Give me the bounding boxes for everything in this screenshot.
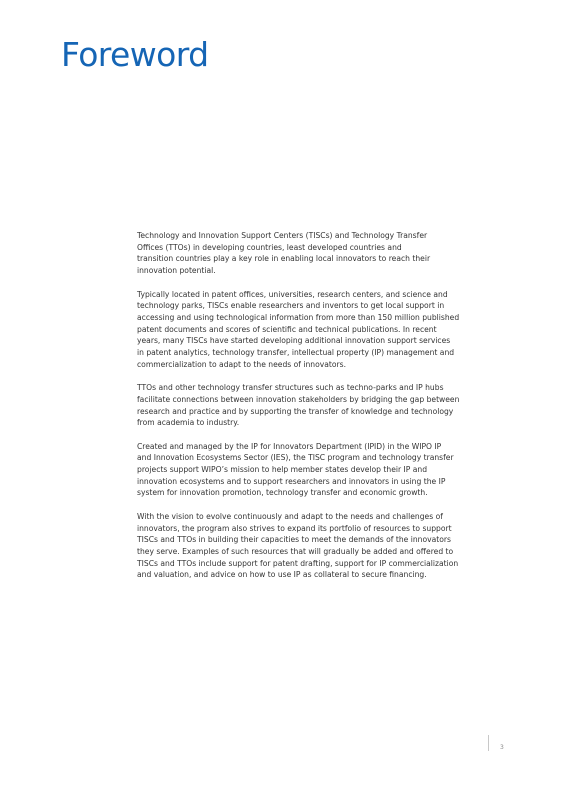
paragraph-line: and valuation, and advice on how to use IP as collateral to secure financing. bbox=[137, 570, 427, 580]
paragraph-line: With the vision to evolve continuously and adapt to the needs and challenges of bbox=[137, 511, 443, 521]
page-title: Foreword bbox=[61, 35, 209, 74]
paragraph-5 bbox=[137, 511, 472, 581]
paragraph-4 bbox=[137, 441, 472, 500]
paragraph-line: from academia to industry. bbox=[137, 418, 240, 428]
foreword-body bbox=[137, 230, 472, 593]
paragraph-line: technology parks, TISCs enable researchers and inventors to get local support in bbox=[137, 301, 445, 311]
paragraph-line: commercialization to adapt to the needs of innovators. bbox=[137, 359, 347, 369]
page-number: 3 bbox=[500, 744, 504, 751]
paragraph-line: TISCs and TTOs include support for patent drafting, support for IP commercialization bbox=[137, 558, 459, 568]
paragraph-line: transition countries play a key role in enabling local innovators to reach their bbox=[137, 254, 431, 264]
paragraph-line: innovators, the program also strives to expand its portfolio of resources to support bbox=[137, 523, 452, 533]
paragraph-line: Technology and Innovation Support Centers (TISCs) and Technology Transfer bbox=[137, 231, 428, 240]
paragraph-line: TISCs and TTOs in building their capacities to meet the demands of the innovators bbox=[137, 535, 451, 545]
paragraph-line: years, many TISCs have started developing additional innovation support services bbox=[137, 336, 451, 346]
paragraph-line: in patent analytics, technology transfer, intellectual property (IP) management and bbox=[137, 348, 455, 358]
paragraph-line: Typically located in patent offices, universities, research centers, and science and bbox=[137, 289, 448, 299]
paragraph-line: and Innovation Ecosystems Sector (IES), the TISC program and technology transfer bbox=[137, 453, 454, 463]
paragraph-line: Created and managed by the IP for Innovators Department (IPID) in the WIPO IP bbox=[137, 441, 442, 451]
paragraph-line: they serve. Examples of such resources that will gradually be added and offered to bbox=[137, 546, 454, 556]
paragraph-line: TTOs and other technology transfer structures such as techno-parks and IP hubs bbox=[137, 383, 444, 393]
paragraph-line: research and practice and by supporting the transfer of knowledge and technology bbox=[137, 406, 454, 416]
paragraph-line: accessing and using technological information from more than 150 million published bbox=[137, 312, 460, 322]
paragraph-line: innovation ecosystems and to support researchers and innovators in using the IP bbox=[137, 476, 446, 486]
paragraph-line: system for innovation promotion, technology transfer and economic growth. bbox=[137, 488, 428, 498]
paragraph-line: innovation potential. bbox=[137, 266, 216, 276]
paragraph-line: Offices (TTOs) in developing countries, least developed countries and bbox=[137, 242, 402, 252]
paragraph-2 bbox=[137, 289, 472, 371]
paragraph-1 bbox=[137, 230, 472, 277]
paragraph-line: facilitate connections between innovation stakeholders by bridging the gap between bbox=[137, 394, 460, 404]
page-number-divider bbox=[488, 735, 489, 751]
paragraph-3 bbox=[137, 382, 472, 429]
paragraph-line: projects support WIPO’s mission to help member states develop their IP and bbox=[137, 465, 428, 475]
paragraph-line: patent documents and scores of scientific and technical publications. In recent bbox=[137, 324, 437, 334]
